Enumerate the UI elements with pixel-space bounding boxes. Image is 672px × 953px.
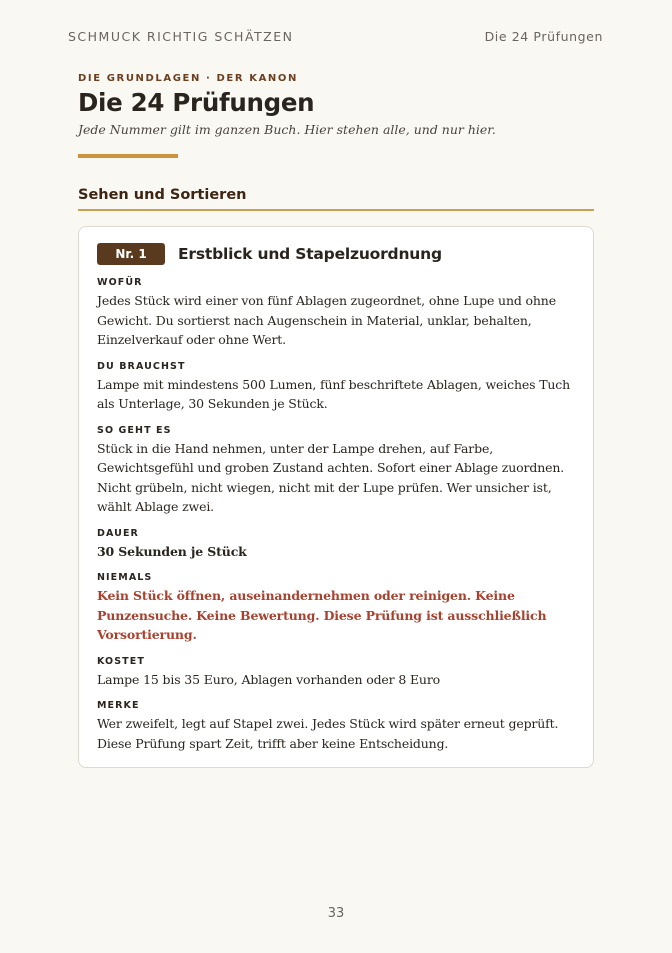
field-value-du-brauchst: Lampe mit mindestens 500 Lumen, fünf beschriftete Ablagen, weiches Tuch als Unterlage, 30 Sekunden je Stück.	[97, 376, 571, 411]
running-header	[68, 29, 603, 44]
book-title: SCHMUCK RICHTIG SCHÄTZEN	[68, 29, 294, 44]
field-label-kostet: KOSTET	[97, 655, 145, 667]
field-value-merke: Wer zweifelt, legt auf Stapel zwei. Jedes Stück wird später erneut geprüft. Diese Prüfung spart Zeit, trifft aber keine Entscheidung.	[97, 716, 559, 751]
field-label-niemals: NIEMALS	[97, 572, 153, 583]
test-title: Erstblick und Stapelzuordnung	[178, 245, 442, 263]
chapter-title-header: Die 24 Prüfungen	[484, 29, 603, 44]
page-number: 33	[327, 906, 345, 921]
field-value-kostet: Lampe 15 bis 35 Euro, Ablagen vorhanden oder 8 Euro	[97, 671, 441, 687]
field-label-dauer: DAUER	[97, 527, 139, 539]
field-label-so-geht-es: SO GEHT ES	[97, 424, 172, 436]
field-label-merke: MERKE	[97, 700, 140, 711]
chapter-kicker: DIE GRUNDLAGEN · DER KANON	[78, 73, 298, 84]
field-label-du-brauchst: DU BRAUCHST	[97, 360, 186, 372]
test-number-badge: Nr. 1	[97, 243, 165, 265]
field-value-niemals: Kein Stück öffnen, auseinandernehmen oder reinigen. Keine Punzensuche. Keine Bewertung. Diese Prüfung ist ausschließlich Vorsortierung.	[97, 588, 547, 642]
title-accent-rule	[78, 154, 178, 158]
field-value-so-geht-es: Stück in die Hand nehmen, unter der Lampe drehen, auf Farbe, Gewichtsgefühl und groben Zustand achten. Sofort einer Ablage zuordnen. Nicht grübeln, nicht wiegen, nicht mit der Lupe prüfen. Wer unsicher ist, wählt Ablage zwei.	[97, 440, 565, 514]
field-value-dauer: 30 Sekunden je Stück	[97, 543, 247, 559]
field-value-wofuer: Jedes Stück wird einer von fünf Ablagen zugeordnet, ohne Lupe und ohne Gewicht. Du sortierst nach Augenschein in Material, unklar, behalten, Einzelverkauf oder ohne Wert.	[97, 293, 556, 347]
field-label-wofuer: WOFÜR	[97, 277, 143, 288]
page-title: Die 24 Prüfungen	[78, 88, 315, 117]
section-heading: Sehen und Sortieren	[78, 187, 594, 211]
test-card	[78, 226, 594, 768]
page-subtitle: Jede Nummer gilt im ganzen Buch. Hier stehen alle, und nur hier.	[78, 122, 496, 137]
page-content	[78, 72, 594, 768]
card-header	[97, 243, 575, 265]
